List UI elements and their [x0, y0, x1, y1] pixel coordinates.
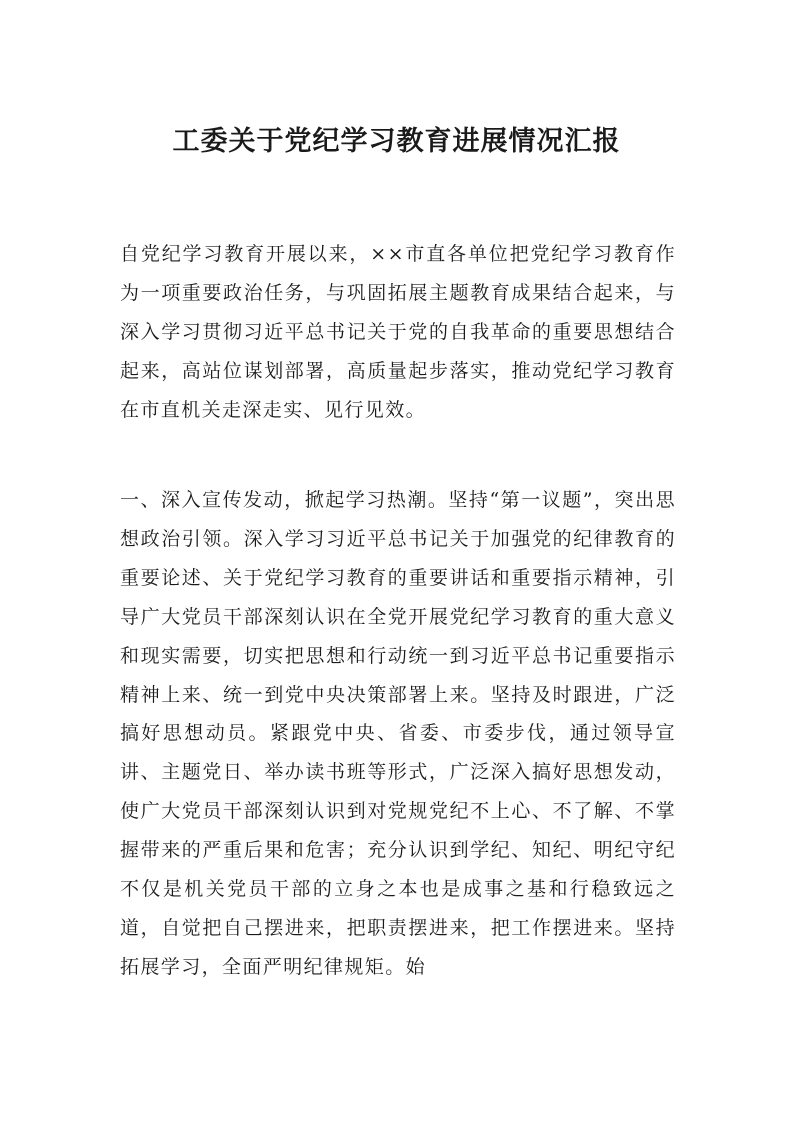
paragraph-section-one: 一、深入宣传发动，掀起学习热潮。坚持“第一议题”，突出思想政治引领。深入学习习近平总书记关于加强党的纪律教育的重要论述、关于党纪学习教育的重要讲话和重要指示精神，引导广大党员干部深刻认识在全党开展党纪学习教育的重大意义和现实需要，切实把思想和行动统一到习近平总书记重要指示精神上来、统一到党中央决策部署上来。坚持及时跟进，广泛搞好思想动员。紧跟党中央、省委、市委步伐，通过领导宣讲、主题党日、举办读书班等形式，广泛深入搞好思想发动，使广大党员干部深刻认识到对党规党纪不上心、不了解、不掌握带来的严重后果和危害；充分认识到学纪、知纪、明纪守纪不仅是机关党员干部的立身之本也是成事之基和行稳致远之道，自觉把自己摆进来，把职责摆进来，把工作摆进来。坚持拓展学习，全面严明纪律规矩。始 [120, 489, 676, 978]
paragraph-intro: 自党纪学习教育开展以来，××市直各单位把党纪学习教育作为一项重要政治任务，与巩固拓展主题教育成果结合起来，与深入学习贯彻习近平总书记关于党的自我革命的重要思想结合起来，高站位谋划部署，高质量起步落实，推动党纪学习教育在市直机关走深走实、见行见效。 [120, 243, 676, 421]
document-title: 工委关于党纪学习教育进展情况汇报 [172, 126, 621, 157]
